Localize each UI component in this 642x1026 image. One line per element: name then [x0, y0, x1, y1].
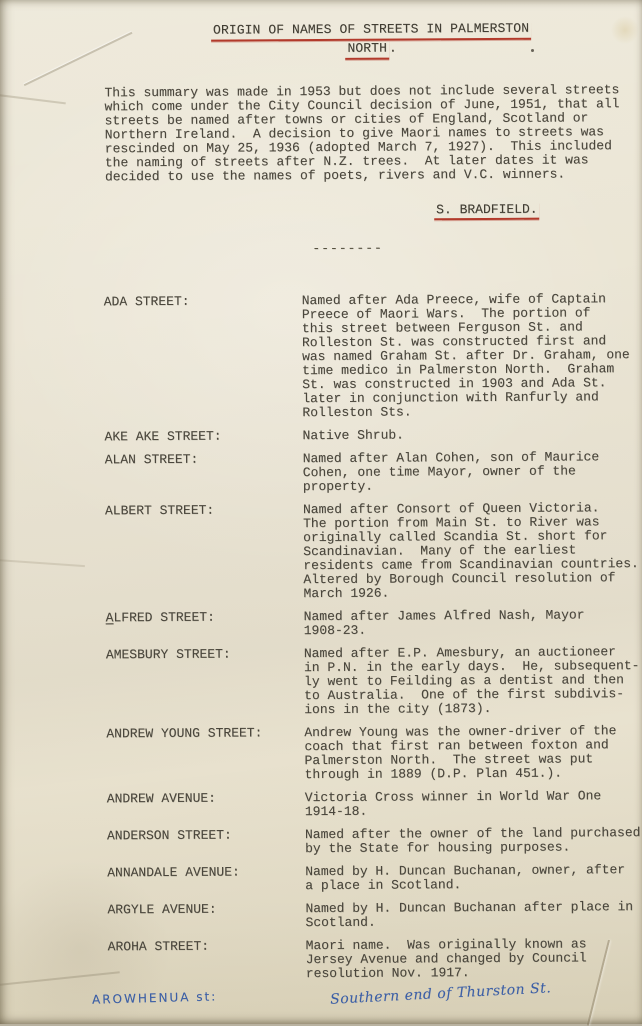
intro-paragraph: This summary was made in 1953 but does not include several streets which come under the City Council decision of June, 1951, that all streets be named after towns or cities of England, Scotland or Northern Ireland. A decision to give Maori names to streets was rescinded on May 25, 1936 (adopted March 7, 1927). This included the naming of streets after N.Z. trees. At later dates it was decided to use the names of poets, rivers and V.C. winners. — [104, 82, 620, 185]
document-title — [201, 21, 541, 61]
entry-description: Andrew Young was the owner-driver of the coach that first ran between foxton and Palmerston North. The street was put through in 1889 (D.P. Plan 451.). — [304, 723, 617, 783]
entry-description: Native Shrub. — [302, 427, 404, 444]
entries-list — [104, 292, 642, 991]
entry-label: AROHA STREET: — [107, 938, 210, 955]
street-entry-row — [107, 900, 642, 931]
handwritten-street-name: AROWHENUA st: — [91, 989, 218, 1007]
street-entry-row — [104, 427, 641, 444]
entry-label: ANNANDALE AVENUE: — [107, 864, 240, 881]
title-line-2: NORTH — [345, 41, 389, 60]
entry-description: Named after James Alfred Nash, Mayor 1908-23. — [303, 607, 585, 639]
entry-label: AKE AKE STREET: — [104, 428, 222, 445]
dashed-divider: -------- — [312, 240, 383, 257]
entry-description: Named by H. Duncan Buchanan after place in Scotland. — [305, 899, 634, 931]
street-entry-row — [107, 789, 642, 820]
entry-description: Named after E.P. Amesbury, an auctioneer in P.N. in the early days. He, subsequent- ly went to Feilding as a dentist and then to Australia. One of the first subdivis- ions in the city (1873). — [303, 644, 640, 718]
street-entry-row — [105, 501, 642, 602]
entry-label: ANDREW AVENUE: — [106, 790, 217, 807]
entry-label: ALFRED STREET: — [105, 609, 215, 626]
street-entry-row — [106, 608, 642, 639]
entry-description: Named after Consort of Queen Victoria. The portion from Main St. to River was originally called Scandia St. short for Scandinavian. Many of the earliest residents came from Scandinavian countries. Altered by Borough Council resolution of March 1926. — [302, 500, 639, 602]
entry-label: ALAN STREET: — [104, 451, 199, 468]
entry-label: ARGYLE AVENUE: — [107, 901, 217, 918]
handwritten-annotation: Southern end of Thurston St. — [329, 980, 552, 1008]
street-entry-row — [104, 292, 642, 421]
street-entry-row — [105, 450, 642, 495]
entry-label: ALBERT STREET: — [104, 502, 215, 519]
title-line-1: ORIGIN OF NAMES OF STREETS IN PALMERSTON — [211, 21, 531, 42]
entry-description: Maori name. Was originally known as Jersey Avenue and changed by Council resolution Nov. 1917. — [305, 936, 587, 982]
signature — [434, 203, 540, 221]
entry-label: ADA STREET: — [103, 293, 190, 310]
entry-label: ANDERSON STREET: — [106, 827, 232, 844]
entry-label: AMESBURY STREET: — [105, 646, 231, 663]
street-entry-row — [107, 863, 642, 894]
entry-description: Named by H. Duncan Buchanan, owner, after a place in Scotland. — [305, 862, 626, 894]
street-entry-row — [106, 724, 642, 783]
entry-description: Named after the owner of the land purchased by the State for housing purposes. — [304, 825, 641, 857]
signature-name: S. BRADFIELD. — [434, 203, 540, 221]
entry-description: Named after Alan Cohen, son of Maurice Cohen, one time Mayor, owner of the property. — [302, 449, 600, 495]
street-entry-row — [107, 826, 642, 857]
title-period: . — [388, 40, 397, 56]
entry-description: Named after Ada Preece, wife of Captain Preece of Maori Wars. The portion of this street between Ferguson St. and Rolleston St. was constructed first and was named Graham St. after Dr. Graham, one time medico in Palmerston North. Graham St. was constructed in 1903 and Ada St. later in conjunction with Ranfurly and Rolleston Sts. — [301, 291, 630, 421]
entry-description: Victoria Cross winner in World War One 1914-18. — [304, 788, 602, 820]
street-entry-row — [106, 645, 642, 718]
ink-speck — [531, 49, 534, 52]
street-entry-row — [108, 937, 642, 982]
entry-label: ANDREW YOUNG STREET: — [106, 725, 263, 742]
